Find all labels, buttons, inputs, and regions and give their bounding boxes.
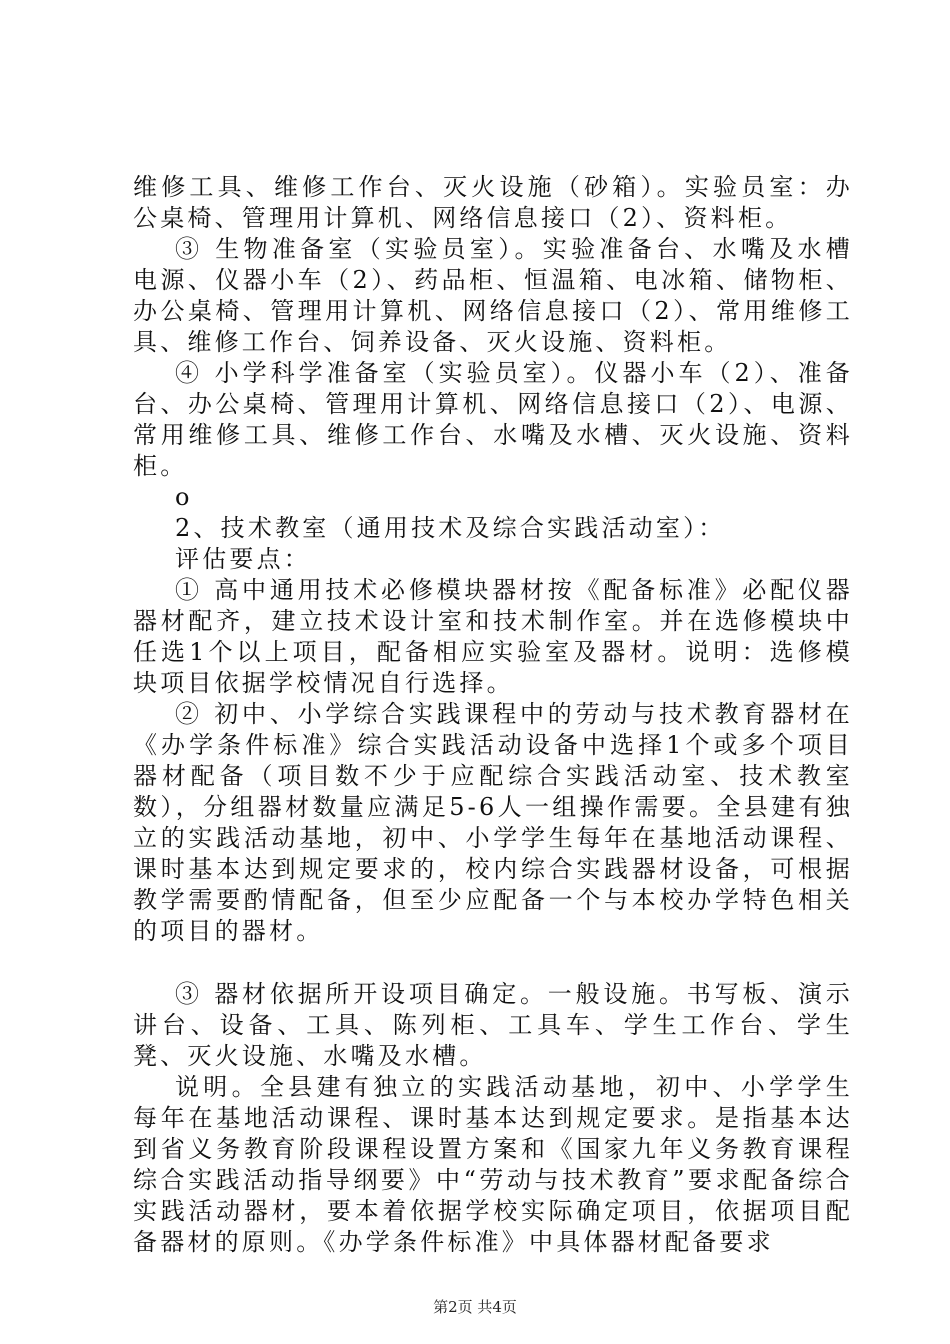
paragraph-10: 说明。全县建有独立的实践活动基地，初中、小学学生每年在基地活动课程、课时基本达到规定要求。是指基本达到省义务教育阶段课程设置方案和《国家九年义务教育课程综合实践活动指导纲要》中“劳动与技术教育”要求配备综合实践活动器材，要本着依据学校实际确定项目，依据项目配备器材的原则。《办学条件标准》中具体器材配备要求	[133, 1073, 853, 1256]
paragraph-8: ② 初中、小学综合实践课程中的劳动与技术教育器材在《办学条件标准》综合实践活动设备中选择1个或多个项目器材配备（项目数不少于应配综合实践活动室、技术教室数），分组器材数量应满足5-6人一组操作需要。全县建有独立的实践活动基地，初中、小学学生每年在基地活动课程、课时基本达到规定要求的，校内综合实践器材设备，可根据教学需要酌情配备，但至少应配备一个与本校办学特色相关的项目的器材。	[133, 700, 853, 945]
paragraph-7: ① 高中通用技术必修模块器材按《配备标准》必配仪器器材配齐，建立技术设计室和技术制作室。并在选修模块中任选1个以上项目，配备相应实验室及器材。说明：选修模块项目依据学校情况自行选择。	[133, 576, 853, 697]
evaluation-points-label: 评估要点：	[175, 545, 311, 573]
page-footer: 第2页 共4页	[433, 1298, 517, 1316]
paragraph-9: ③ 器材依据所开设项目确定。一般设施。书写板、演示讲台、设备、工具、陈列柜、工具车、学生工作台、学生凳、灭火设施、水嘴及水槽。	[133, 980, 853, 1070]
paragraph-4: o	[175, 483, 193, 511]
paragraph-gap	[133, 947, 853, 979]
section-heading: 2、技术教室（通用技术及综合实践活动室）：	[175, 514, 726, 542]
paragraph-2: ③ 生物准备室（实验员室）。实验准备台、水嘴及水槽电源、仪器小车（2）、药品柜、恒温箱、电冰箱、储物柜、办公桌椅、管理用计算机、网络信息接口（2）、常用维修工具、维修工作台、饲养设备、灭火设施、资料柜。	[133, 235, 853, 356]
document-body	[133, 172, 853, 1258]
paragraph-1: 维修工具、维修工作台、灭火设施（砂箱）。实验员室：办公桌椅、管理用计算机、网络信息接口（2）、资料柜。	[133, 173, 853, 232]
paragraph-3: ④ 小学科学准备室（实验员室）。仪器小车（2）、准备台、办公桌椅、管理用计算机、网络信息接口（2）、电源、常用维修工具、维修工作台、水嘴及水槽、灭火设施、资料柜。	[133, 359, 853, 480]
